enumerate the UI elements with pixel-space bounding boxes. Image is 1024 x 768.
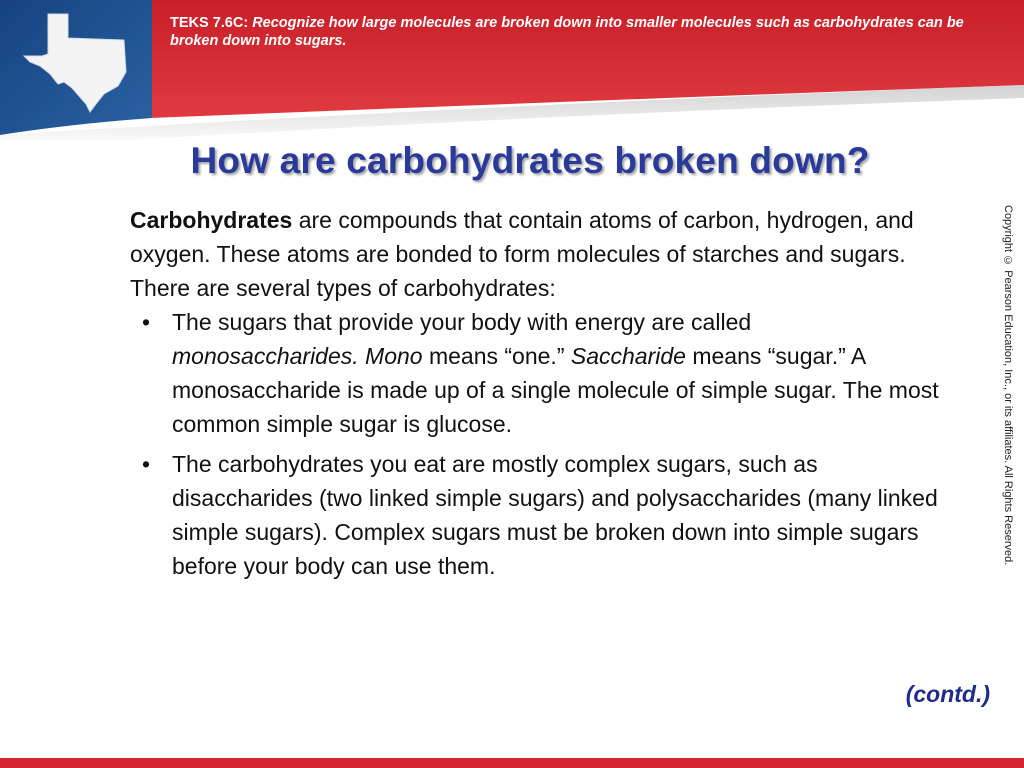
bullet1-part1: The sugars that provide your body with energy are called (172, 309, 752, 335)
teks-description: Recognize how large molecules are broken down into smaller molecules such as carbohydrates can be broken down into sugars. (170, 15, 964, 49)
bullet1-part3: means “sugar.” A monosaccharide is made up of a single molecule of simple sugar. The most common simple sugar is glucose. (172, 343, 939, 437)
header-banner (0, 0, 1024, 140)
contd-label: (contd.) (905, 681, 990, 707)
page-title: How are carbohydrates broken down? (190, 140, 870, 181)
teks-label: TEKS 7.6C: (170, 15, 249, 31)
bullet-dot: • (142, 309, 151, 335)
copyright-notice: Copyright © Pearson Education, Inc., or its affiliates. All Rights Reserved. (1002, 205, 1014, 566)
bullet-list (130, 305, 940, 583)
bullet1-term2: Saccharide (570, 343, 686, 369)
intro-paragraph (130, 203, 940, 305)
intro-text: are compounds that contain atoms of carbon, hydrogen, and oxygen. These atoms are bonded to form molecules of starches and sugars. There are several types of carbohydrates: (130, 207, 914, 301)
bottom-bar (0, 758, 1024, 768)
list-item (130, 447, 940, 583)
bullet2-text: The carbohydrates you eat are mostly complex sugars, such as disaccharides (two linked simple sugars) and polysaccharides (many linked simple sugars). Complex sugars must be broken down into simple sugars before your body can use them. (172, 451, 938, 579)
teks-standard (170, 14, 970, 50)
slide-body (130, 203, 940, 583)
bullet1-part2: means “one.” (422, 343, 571, 369)
bullet1-term1: monosaccharides. Mono (172, 343, 423, 369)
list-item (130, 305, 940, 441)
bullet-dot: • (142, 451, 151, 477)
intro-term: Carbohydrates (130, 207, 293, 233)
